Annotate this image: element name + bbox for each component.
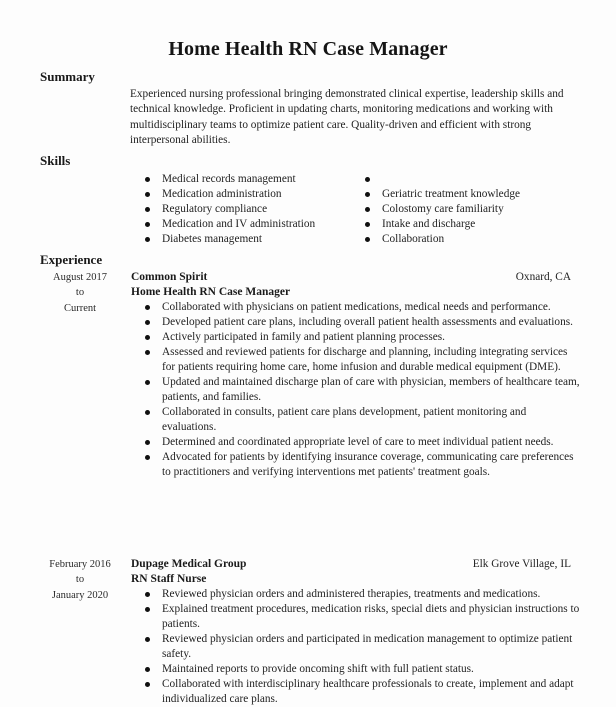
summary-heading: Summary xyxy=(40,69,95,84)
bullet-icon xyxy=(145,667,150,672)
skill-item: Colostomy care familiarity xyxy=(350,202,570,217)
bullet-icon xyxy=(365,222,370,227)
job-duty: Updated and maintained discharge plan of care with physician, members of healthcare team, patients, and families. xyxy=(130,375,580,405)
date-start: February 2016 xyxy=(49,559,111,570)
job-duties-list xyxy=(130,587,580,707)
job-duty: Reviewed physician orders and administered therapies, treatments and medications. xyxy=(130,587,580,602)
bullet-icon xyxy=(145,637,150,642)
skill-item: Medication and IV administration xyxy=(130,217,350,232)
job-duty: Determined and coordinated appropriate level of care to meet individual patient needs. xyxy=(130,435,580,450)
bullet-icon xyxy=(145,237,150,242)
date-end: January 2020 xyxy=(51,589,109,601)
date-separator: to xyxy=(75,287,85,299)
company-name: Dupage Medical Group xyxy=(131,558,247,570)
bullet-icon xyxy=(365,177,370,182)
bullet-icon xyxy=(145,410,150,415)
skill-item: Regulatory compliance xyxy=(130,202,350,217)
skills-list xyxy=(130,172,570,247)
job-duty: Collaborated in consults, patient care plans development, patient monitoring and evaluations. xyxy=(130,405,580,435)
date-start: August 2017 xyxy=(53,272,107,283)
date-range xyxy=(40,270,120,316)
skill-item: Medical records management xyxy=(130,172,350,187)
bullet-icon xyxy=(145,305,150,310)
job-location: Elk Grove Village, IL xyxy=(472,558,571,570)
bullet-icon xyxy=(145,177,150,182)
job-duty: Assessed and reviewed patients for discharge and planning, including integrating services for patients requiring home care, home infusion and durable medical equipment (DME). xyxy=(130,345,580,375)
skill-item xyxy=(350,172,570,187)
bullet-icon xyxy=(365,237,370,242)
date-end: Current xyxy=(63,302,97,314)
job-duty: Advocated for patients by identifying insurance coverage, communicating care preferences to practitioners and verifying interventions met patients' treatment goals. xyxy=(130,450,580,480)
bullet-icon xyxy=(365,207,370,212)
company-name: Common Spirit xyxy=(131,271,208,283)
bullet-icon xyxy=(145,207,150,212)
job-duty: Collaborated with physicians on patient medications, medical needs and performance. xyxy=(130,300,580,315)
job-duty: Explained treatment procedures, medication risks, special diets and physician instructions to patients. xyxy=(130,602,580,632)
bullet-icon xyxy=(145,592,150,597)
skill-item: Collaboration xyxy=(350,232,570,247)
job-duty: Actively participated in family and patient planning processes. xyxy=(130,330,580,345)
skills-column-right xyxy=(350,172,570,247)
bullet-icon xyxy=(145,440,150,445)
job-location: Oxnard, CA xyxy=(515,271,571,283)
job-title: RN Staff Nurse xyxy=(131,573,207,585)
summary-text: Experienced nursing professional bringing demonstrated clinical expertise, leadership skills and technical knowledge. Proficient in updating charts, monitoring medications and working with multidisciplinary teams to optimize patient care. Quality-driven and efficient with strong interpersonal abilities. xyxy=(130,88,564,146)
job-duty: Reviewed physician orders and participated in medication management to optimize patient safety. xyxy=(130,632,580,662)
skill-item: Intake and discharge xyxy=(350,217,570,232)
experience-heading: Experience xyxy=(40,252,103,267)
bullet-icon xyxy=(145,380,150,385)
bullet-icon xyxy=(145,607,150,612)
resume-title: Home Health RN Case Manager xyxy=(168,38,448,60)
job-title: Home Health RN Case Manager xyxy=(131,286,291,298)
job-duties-list xyxy=(130,300,580,480)
job-duty: Maintained reports to provide oncoming shift with full patient status. xyxy=(130,662,580,677)
bullet-icon xyxy=(145,320,150,325)
bullet-icon xyxy=(145,335,150,340)
bullet-icon xyxy=(365,192,370,197)
job-duty: Developed patient care plans, including overall patient health assessments and evaluations. xyxy=(130,315,580,330)
bullet-icon xyxy=(145,455,150,460)
skill-item: Medication administration xyxy=(130,187,350,202)
bullet-icon xyxy=(145,682,150,687)
bullet-icon xyxy=(145,350,150,355)
skill-item: Diabetes management xyxy=(130,232,350,247)
date-separator: to xyxy=(75,574,85,586)
skills-heading: Skills xyxy=(40,153,71,168)
skill-item: Geriatric treatment knowledge xyxy=(350,187,570,202)
job-duty: Collaborated with interdisciplinary healthcare professionals to create, implement and adapt individualized care plans. xyxy=(130,677,580,707)
bullet-icon xyxy=(145,222,150,227)
skills-column-left xyxy=(130,172,350,247)
bullet-icon xyxy=(145,192,150,197)
date-range xyxy=(40,557,120,603)
